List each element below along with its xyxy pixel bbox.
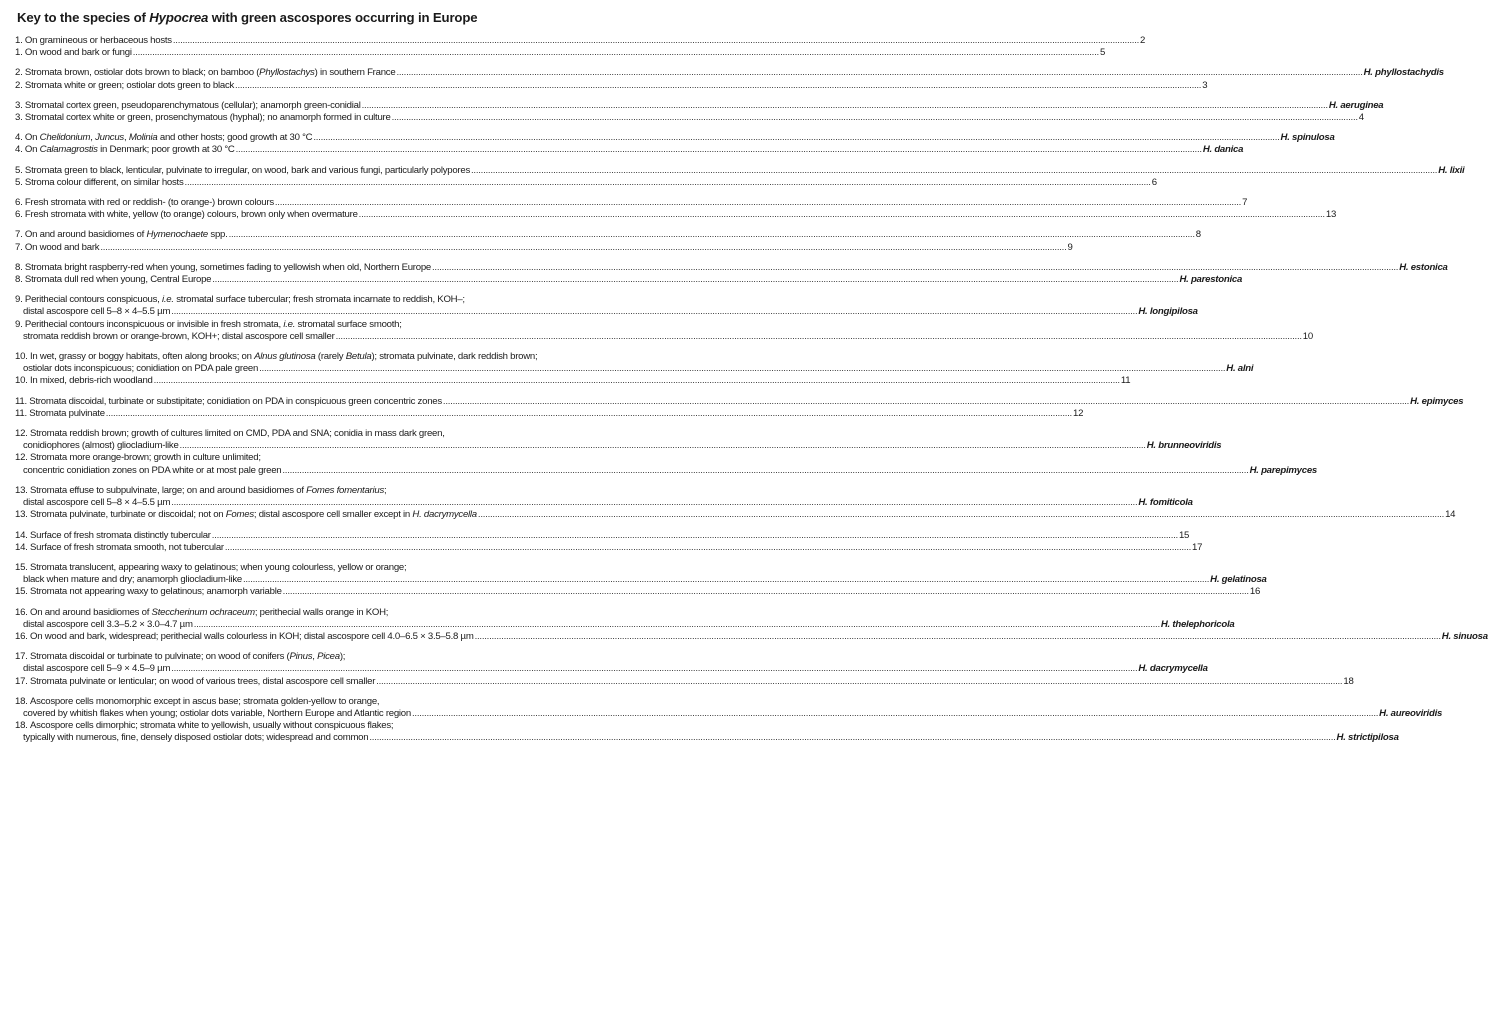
lead-text: typically with numerous, fine, densely disposed ostiolar dots; widespread and common xyxy=(23,732,369,744)
key-lead xyxy=(15,112,1364,124)
next-couplet-number: 8 xyxy=(1195,229,1201,241)
next-couplet-number: 12 xyxy=(1072,407,1084,419)
key-couplet xyxy=(15,428,1317,477)
taxon-name: H. brunneoviridis xyxy=(1146,440,1222,452)
next-couplet-number: 6 xyxy=(1151,176,1157,188)
key-couplet xyxy=(15,395,1464,420)
lead-number: 5. xyxy=(15,176,25,188)
key-lead xyxy=(15,663,1208,675)
key-lead xyxy=(15,586,1261,598)
taxon-name: H. parepimyces xyxy=(1249,464,1317,476)
lead-number: 2. xyxy=(15,67,25,79)
taxon-name: H. parestonica xyxy=(1179,274,1243,286)
lead-number: 6. xyxy=(15,197,25,209)
key-lead xyxy=(15,464,1317,477)
next-couplet-number: 17 xyxy=(1192,541,1203,553)
leader-dots: ................................................................................................................................................................................................................................................................................................................................................................................................................ xyxy=(411,707,1379,719)
lead-number: 8. xyxy=(15,261,25,273)
title-prefix: Key to the species of xyxy=(17,10,150,25)
key-couplet xyxy=(15,606,1488,644)
taxon-name: H. strictipilosa xyxy=(1336,732,1399,744)
leader-dots: ................................................................................................................................................................................................................................................................................................................................................................................................................ xyxy=(282,586,1249,598)
key-couplet xyxy=(15,351,1254,388)
taxon-name: H. alni xyxy=(1226,363,1254,375)
leader-dots: ................................................................................................................................................................................................................................................................................................................................................................................................................ xyxy=(282,464,1249,476)
leader-dots: ................................................................................................................................................................................................................................................................................................................................................................................................................ xyxy=(376,675,1343,687)
lead-text: In mixed, debris-rich woodland xyxy=(30,375,153,387)
lead-text: Stromata dull red when young, Central Europe xyxy=(24,274,212,286)
next-couplet-number: 7 xyxy=(1242,197,1248,209)
title-genus: Hypocrea xyxy=(149,10,209,25)
leader-dots: ................................................................................................................................................................................................................................................................................................................................................................................................................ xyxy=(171,497,1138,509)
lead-text: Fresh stromata with white, yellow (to orange) colours, brown only when overmature xyxy=(24,209,358,221)
key-couplet xyxy=(15,651,1354,688)
lead-number: 8. xyxy=(15,274,25,286)
key-lead xyxy=(15,618,1235,631)
taxon-name: H. gelatinosa xyxy=(1210,574,1267,586)
leader-dots: ................................................................................................................................................................................................................................................................................................................................................................................................................ xyxy=(242,574,1210,586)
key-lead xyxy=(15,732,1399,744)
key-lead xyxy=(15,176,1157,189)
leader-dots: ................................................................................................................................................................................................................................................................................................................................................................................................................ xyxy=(193,618,1160,630)
lead-number: 6. xyxy=(15,209,25,221)
next-couplet-number: 5 xyxy=(1099,47,1106,59)
key-lead xyxy=(15,630,1488,643)
next-couplet-number: 2 xyxy=(1140,35,1146,46)
page-title xyxy=(17,10,658,25)
lead-text-line: 12. Stromata reddish brown; growth of cultures limited on CMD, PDA and SNA; conidia in mass dark green, xyxy=(15,428,445,440)
leader-dots: ................................................................................................................................................................................................................................................................................................................................................................................................................ xyxy=(100,241,1067,253)
taxon-name: H. estonica xyxy=(1399,261,1448,273)
taxon-name: H. aeruginea xyxy=(1328,99,1384,111)
next-couplet-number: 15 xyxy=(1178,529,1190,541)
taxon-name: H. phyllostachydis xyxy=(1363,67,1444,79)
key-lead xyxy=(15,241,1073,254)
key-lead xyxy=(15,197,1248,209)
key-couplet xyxy=(15,164,1465,189)
leader-dots: ................................................................................................................................................................................................................................................................................................................................................................................................................ xyxy=(153,375,1120,387)
lead-text: Stromata pulvinate xyxy=(29,407,105,419)
key-lead xyxy=(15,363,1254,375)
leader-dots: ................................................................................................................................................................................................................................................................................................................................................................................................................ xyxy=(224,541,1192,553)
title-suffix: with green ascospores occurring in Europe xyxy=(208,10,478,25)
leader-dots: ................................................................................................................................................................................................................................................................................................................................................................................................................ xyxy=(274,197,1242,209)
lead-number: 3. xyxy=(15,112,25,124)
leader-dots: ................................................................................................................................................................................................................................................................................................................................................................................................................ xyxy=(184,176,1151,188)
leader-dots: ................................................................................................................................................................................................................................................................................................................................................................................................................ xyxy=(442,395,1410,407)
leader-dots: ................................................................................................................................................................................................................................................................................................................................................................................................................ xyxy=(396,67,1363,79)
lead-text-line: 18. Ascospore cells monomorphic except in ascus base; stromata golden-yellow to orange, xyxy=(15,695,380,707)
lead-text: Stromata white or green; ostiolar dots green to black xyxy=(24,79,235,91)
lead-number: 5. xyxy=(15,164,25,176)
lead-text-line: 9. Perithecial contours conspicuous, i.e. stromatal surface tubercular; fresh stromata incarnate to reddish, KOH–; xyxy=(15,294,465,306)
lead-text: ostiolar dots inconspicuous; conidiation on PDA pale green xyxy=(23,363,259,375)
key-lead xyxy=(15,35,1146,47)
lead-text: On Chelidonium, Juncus, Molinia and other hosts; good growth at 30 °C xyxy=(24,132,313,144)
key-lead xyxy=(15,675,1354,688)
leader-dots: ................................................................................................................................................................................................................................................................................................................................................................................................................ xyxy=(228,229,1195,241)
taxon-name: H. fomiticola xyxy=(1138,497,1193,509)
key-lead xyxy=(15,330,1313,343)
leader-dots: ................................................................................................................................................................................................................................................................................................................................................................................................................ xyxy=(313,132,1280,144)
leader-dots: ................................................................................................................................................................................................................................................................................................................................................................................................................ xyxy=(358,209,1325,221)
lead-text: On Calamagrostis in Denmark; poor growth at 30 °C xyxy=(24,144,235,156)
lead-number: 10. xyxy=(15,375,31,387)
lead-text-line: 17. Stromata discoidal or turbinate to pulvinate; on wood of conifers (Pinus, Picea); xyxy=(15,651,346,663)
lead-number: 7. xyxy=(15,229,25,241)
lead-number: 11. xyxy=(15,407,30,419)
leader-dots: ................................................................................................................................................................................................................................................................................................................................................................................................................ xyxy=(105,407,1072,419)
lead-text: Stromata discoidal, turbinate or substipitate; conidiation on PDA in conspicuous green concentric zones xyxy=(29,395,442,407)
lead-text-line: 18. Ascospore cells dimorphic; stromata white to yellowish, usually without conspicuous flakes; xyxy=(15,720,394,732)
key-lead xyxy=(15,509,1456,521)
lead-text: Fresh stromata with red or reddish- (to orange-) brown colours xyxy=(24,197,274,209)
taxon-name: H. sinuosa xyxy=(1441,630,1488,642)
lead-text-line: 9. Perithecial contours inconspicuous or invisible in fresh stromata, i.e. stromatal surface smooth; xyxy=(15,318,402,330)
key-lead xyxy=(15,79,1208,92)
lead-text: covered by whitish flakes when young; ostiolar dots variable, Northern Europe and Atlantic region xyxy=(23,707,411,719)
key-couplet xyxy=(15,99,1384,124)
next-couplet-number: 3 xyxy=(1202,79,1208,91)
key-lead xyxy=(15,306,1198,318)
leader-dots: ................................................................................................................................................................................................................................................................................................................................................................................................................ xyxy=(132,47,1099,59)
lead-text: distal ascospore cell 3.3–5.2 × 3.0–4.7 µm xyxy=(23,618,193,630)
lead-text-line: 10. In wet, grassy or boggy habitats, often along brooks; on Alnus glutinosa (rarely Betula); stromata pulvinate, dark reddish brown; xyxy=(15,351,538,363)
key-couplet xyxy=(15,695,1443,745)
key-couplet xyxy=(15,561,1267,599)
taxon-name: H. lixii xyxy=(1438,164,1465,176)
lead-text: Stromata brown, ostiolar dots brown to black; on bamboo (Phyllostachys) in southern France xyxy=(24,67,396,79)
leader-dots: ................................................................................................................................................................................................................................................................................................................................................................................................................ xyxy=(171,663,1138,675)
lead-text-line: 15. Stromata translucent, appearing waxy to gelatinous; when young colourless, yellow or orange; xyxy=(15,561,407,573)
lead-text: black when mature and dry; anamorph gliocladium-like xyxy=(23,574,242,586)
leader-dots: ................................................................................................................................................................................................................................................................................................................................................................................................................ xyxy=(259,363,1226,375)
key-lead xyxy=(15,67,1444,79)
key-lead xyxy=(15,99,1384,112)
lead-number: 4. xyxy=(15,144,25,156)
lead-text: On and around basidiomes of Hymenochaete spp. xyxy=(24,229,228,241)
key-lead xyxy=(15,395,1464,408)
lead-number: 1. xyxy=(15,35,25,46)
lead-text: On gramineous or herbaceous hosts xyxy=(24,35,172,46)
lead-number: 4. xyxy=(15,132,25,144)
key-couplet xyxy=(15,484,1456,522)
identification-key xyxy=(15,35,1488,745)
leader-dots: ................................................................................................................................................................................................................................................................................................................................................................................................................ xyxy=(171,306,1138,318)
key-lead xyxy=(15,407,1084,420)
lead-text: On wood and bark or fungi xyxy=(24,47,132,59)
lead-number: 3. xyxy=(15,99,25,111)
leader-dots: ................................................................................................................................................................................................................................................................................................................................................................................................................ xyxy=(335,330,1302,342)
key-couplet xyxy=(15,35,1146,59)
taxon-name: H. epimyces xyxy=(1410,395,1464,407)
leader-dots: ................................................................................................................................................................................................................................................................................................................................................................................................................ xyxy=(432,261,1399,273)
leader-dots: ................................................................................................................................................................................................................................................................................................................................................................................................................ xyxy=(235,144,1202,156)
leader-dots: ................................................................................................................................................................................................................................................................................................................................................................................................................ xyxy=(391,112,1358,124)
key-lead xyxy=(15,541,1203,554)
lead-text-line: 16. On and around basidiomes of Steccherinum ochraceum; perithecial walls orange in KOH; xyxy=(15,606,389,618)
lead-text: Stromata green to black, lenticular, pulvinate to irregular, on wood, bark and various fungi, particularly polypores xyxy=(24,164,471,176)
lead-text: distal ascospore cell 5–8 × 4–5.5 µm xyxy=(23,306,171,318)
taxon-name: H. thelephoricola xyxy=(1160,618,1235,630)
key-lead xyxy=(15,47,1106,59)
key-lead xyxy=(15,132,1335,144)
lead-number: 14. xyxy=(15,541,31,553)
lead-text-line: 13. Stromata effuse to subpulvinate, large; on and around basidiomes of Fomes fomentarius; xyxy=(15,484,387,496)
lead-text: Stromata not appearing waxy to gelatinous; anamorph variable xyxy=(30,586,282,598)
next-couplet-number: 4 xyxy=(1358,112,1364,124)
lead-number: 15. xyxy=(15,586,31,598)
taxon-name: H. longipilosa xyxy=(1138,306,1198,318)
key-lead xyxy=(15,144,1244,156)
leader-dots: ................................................................................................................................................................................................................................................................................................................................................................................................................ xyxy=(361,99,1328,111)
lead-number: 13. xyxy=(15,509,31,521)
lead-text: concentric conidiation zones on PDA white or at most pale green xyxy=(23,464,282,476)
lead-text: Surface of fresh stromata smooth, not tubercular xyxy=(30,541,224,553)
key-lead xyxy=(15,261,1448,274)
lead-text: Stromatal cortex green, pseudoparenchymatous (cellular); anamorph green-conidial xyxy=(24,99,361,111)
next-couplet-number: 18 xyxy=(1343,675,1354,687)
taxon-name: H. spinulosa xyxy=(1280,132,1335,144)
key-lead xyxy=(15,375,1131,387)
lead-text: distal ascospore cell 5–9 × 4.5–9 µm xyxy=(23,663,171,675)
lead-number: 11. xyxy=(15,395,30,407)
taxon-name: H. danica xyxy=(1202,144,1244,156)
leader-dots: ................................................................................................................................................................................................................................................................................................................................................................................................................ xyxy=(477,509,1445,521)
leader-dots: ................................................................................................................................................................................................................................................................................................................................................................................................................ xyxy=(474,630,1441,642)
key-lead xyxy=(15,529,1190,542)
lead-text: Stromata pulvinate or lenticular; on wood of various trees, distal ascospore cell smaller xyxy=(30,675,376,687)
lead-text: conidiophores (almost) gliocladium-like xyxy=(23,440,179,452)
lead-number: 1. xyxy=(15,47,25,59)
lead-text: Surface of fresh stromata distinctly tubercular xyxy=(30,529,211,541)
lead-text: distal ascospore cell 5–8 × 4–5.5 µm xyxy=(23,497,171,509)
key-couplet xyxy=(15,197,1337,221)
lead-text: Stromatal cortex white or green, prosenchymatous (hyphal); no anamorph formed in culture xyxy=(24,112,391,124)
leader-dots: ................................................................................................................................................................................................................................................................................................................................................................................................................ xyxy=(369,732,1336,744)
leader-dots: ................................................................................................................................................................................................................................................................................................................................................................................................................ xyxy=(172,35,1140,46)
lead-text: Stromata pulvinate, turbinate or discoidal; not on Fomes; distal ascospore cell smaller except in H. dacrymycella xyxy=(30,509,477,521)
leader-dots: ................................................................................................................................................................................................................................................................................................................................................................................................................ xyxy=(211,529,1178,541)
key-lead xyxy=(15,440,1222,452)
lead-text: Stromata bright raspberry-red when young, sometimes fading to yellowish when old, Northern Europe xyxy=(24,261,432,273)
lead-number: 14. xyxy=(15,529,31,541)
next-couplet-number: 11 xyxy=(1120,375,1131,387)
key-couplet xyxy=(15,294,1313,343)
lead-text: stromata reddish brown or orange-brown, KOH+; distal ascospore cell smaller xyxy=(23,330,335,342)
lead-number: 7. xyxy=(15,241,25,253)
lead-text: On wood and bark, widespread; perithecial walls colourless in KOH; distal ascospore cell 4.0–6.5 × 3.5–5.8 µm xyxy=(30,630,474,642)
leader-dots: ................................................................................................................................................................................................................................................................................................................................................................................................................ xyxy=(235,79,1202,91)
key-lead xyxy=(15,164,1465,177)
key-couplet xyxy=(15,132,1335,156)
key-lead xyxy=(15,274,1243,286)
lead-text: On wood and bark xyxy=(24,241,100,253)
next-couplet-number: 9 xyxy=(1067,241,1073,253)
lead-number: 2. xyxy=(15,79,25,91)
leader-dots: ................................................................................................................................................................................................................................................................................................................................................................................................................ xyxy=(471,164,1438,176)
key-couplet xyxy=(15,261,1448,286)
key-lead xyxy=(15,209,1337,221)
lead-number: 16. xyxy=(15,630,31,642)
key-lead xyxy=(15,229,1201,241)
key-couplet xyxy=(15,529,1203,554)
next-couplet-number: 10 xyxy=(1302,330,1313,342)
taxon-name: H. aureoviridis xyxy=(1379,707,1443,719)
lead-text: Stroma colour different, on similar hosts xyxy=(24,176,184,188)
next-couplet-number: 16 xyxy=(1249,586,1261,598)
next-couplet-number: 14 xyxy=(1445,509,1456,521)
lead-text-line: 12. Stromata more orange-brown; growth in culture unlimited; xyxy=(15,452,261,464)
leader-dots: ................................................................................................................................................................................................................................................................................................................................................................................................................ xyxy=(179,440,1146,452)
next-couplet-number: 13 xyxy=(1325,209,1337,221)
key-lead xyxy=(15,574,1267,586)
key-lead xyxy=(15,707,1443,720)
taxon-name: H. dacrymycella xyxy=(1138,663,1208,675)
key-lead xyxy=(15,497,1193,509)
key-couplet xyxy=(15,67,1444,91)
leader-dots: ................................................................................................................................................................................................................................................................................................................................................................................................................ xyxy=(212,274,1179,286)
lead-number: 17. xyxy=(15,675,31,687)
key-couplet xyxy=(15,229,1201,253)
